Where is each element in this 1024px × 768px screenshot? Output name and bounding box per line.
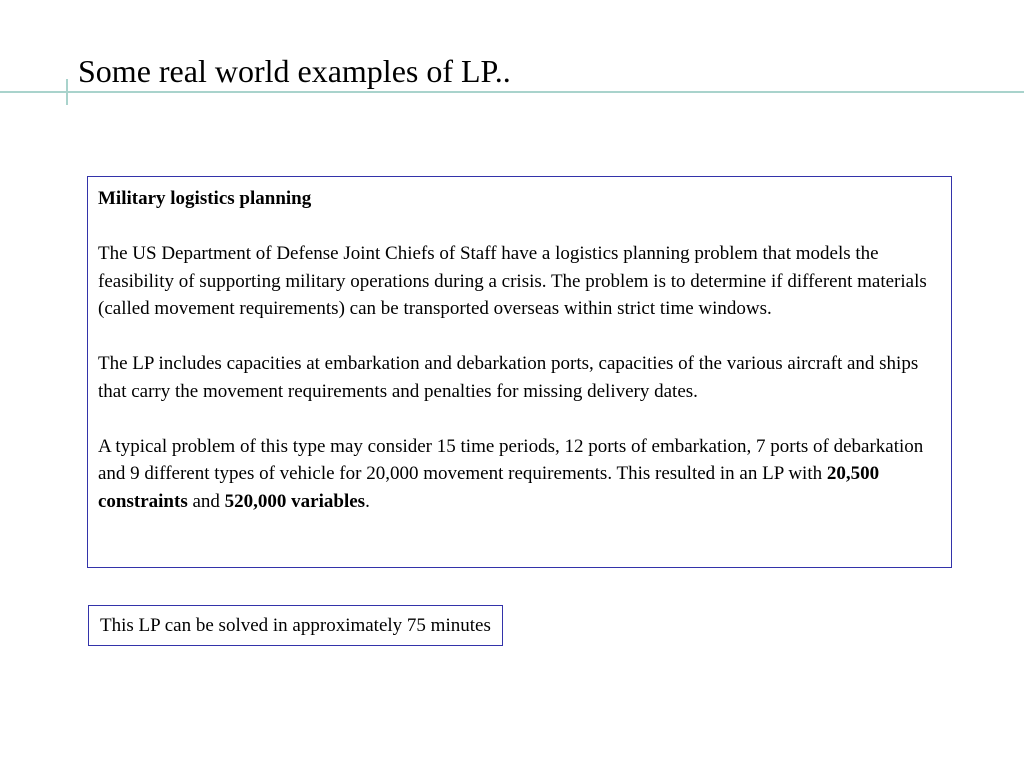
variables-count: 520,000 variables: [224, 490, 366, 512]
slide-title: Some real world examples of LP..: [78, 53, 511, 89]
problem-size-end: .: [365, 490, 370, 512]
solve-time-note: This LP can be solved in approximately 75 minutes: [88, 605, 503, 646]
lp-contents-description: The LP includes capacities at embarkation and debarkation ports, capacities of the various aircraft and ships that carry the movement requirements and penalties for missing delivery dates.: [98, 353, 919, 402]
title-accent-tick: [66, 79, 68, 105]
example-card: [87, 176, 952, 568]
problem-size-description: [98, 433, 941, 516]
title-underline-rule: [0, 91, 1024, 93]
constraints-count: 20,500 constraints: [98, 463, 880, 512]
problem-size-joiner: and: [187, 490, 225, 512]
problem-size-lead: A typical problem of this type may consider 15 time periods, 12 ports of embarkation, 7 ports of debarkation and 9 different types of vehicle for 20,000 movement requirements. This resulted in an LP with: [98, 435, 924, 484]
example-heading: Military logistics planning: [98, 188, 312, 209]
problem-description: The US Department of Defense Joint Chiefs of Staff have a logistics planning problem that models the feasibility of supporting military operations during a crisis. The problem is to determine if different materials (called movement requirements) can be transported overseas within strict time windows.: [98, 243, 927, 319]
